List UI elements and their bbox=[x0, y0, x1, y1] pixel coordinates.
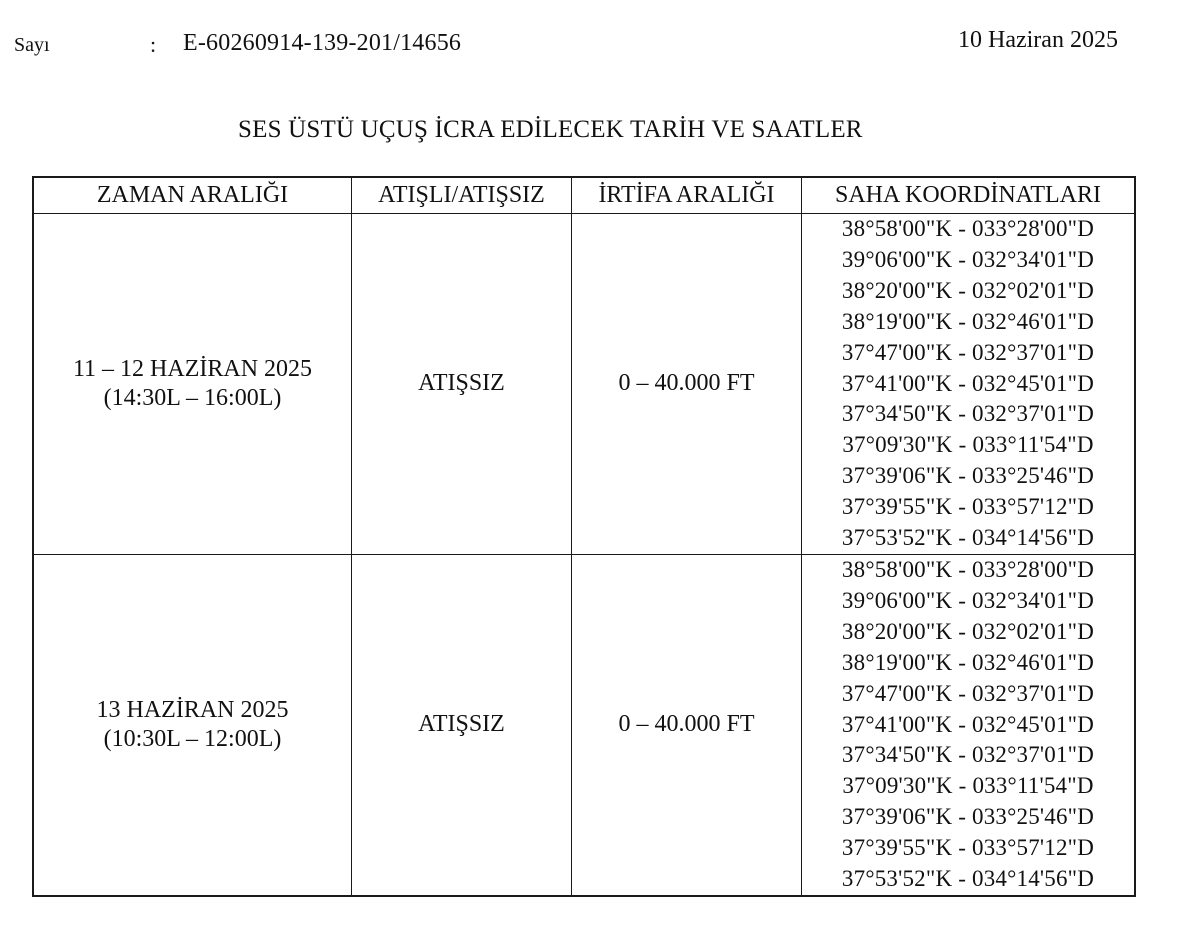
coordinate-line: 37°34'50"K - 032°37'01"D bbox=[841, 742, 1095, 768]
coordinate-line: 38°19'00"K - 032°46'01"D bbox=[841, 649, 1095, 675]
coordinate-line: 37°09'30"K - 033°11'54"D bbox=[842, 773, 1094, 799]
coordinate-line: 37°53'52"K - 034°14'56"D bbox=[841, 525, 1095, 551]
time-range-cell bbox=[33, 554, 352, 895]
document-title: SES ÜSTÜ UÇUŞ İCRA EDİLECEK TARİH VE SAATLER bbox=[238, 116, 863, 143]
coordinate-line: 38°19'00"K - 032°46'01"D bbox=[841, 308, 1095, 334]
time-range-cell bbox=[33, 214, 352, 555]
altitude-cell: 0 – 40.000 FT bbox=[572, 554, 802, 895]
coordinate-line: 38°20'00"K - 032°02'01"D bbox=[841, 277, 1095, 303]
document-date: 10 Haziran 2025 bbox=[958, 27, 1118, 53]
hour-range-text: (10:30L – 12:00L) bbox=[103, 725, 282, 752]
coordinate-line: 37°34'50"K - 032°37'01"D bbox=[841, 401, 1095, 427]
coordinates-cell bbox=[802, 554, 1136, 895]
coordinate-line: 37°09'30"K - 033°11'54"D bbox=[842, 432, 1094, 458]
coordinate-line: 39°06'00"K - 032°34'01"D bbox=[841, 246, 1095, 272]
coordinate-line: 37°39'06"K - 033°25'46"D bbox=[841, 804, 1095, 830]
coordinate-line: 37°39'55"K - 033°57'12"D bbox=[841, 494, 1095, 520]
table-header-row bbox=[33, 177, 1135, 214]
coordinate-line: 38°58'00"K - 033°28'00"D bbox=[841, 556, 1095, 582]
reference-label: Sayı bbox=[14, 34, 50, 56]
coordinate-line: 38°20'00"K - 032°02'01"D bbox=[841, 618, 1095, 644]
column-header-firing: ATIŞLI/ATIŞSIZ bbox=[352, 177, 572, 214]
coordinate-line: 37°47'00"K - 032°37'01"D bbox=[841, 339, 1095, 365]
coordinate-line: 37°53'52"K - 034°14'56"D bbox=[841, 866, 1095, 892]
coordinate-line: 37°41'00"K - 032°45'01"D bbox=[841, 370, 1095, 396]
coordinate-line: 37°41'00"K - 032°45'01"D bbox=[841, 711, 1095, 737]
firing-cell: ATIŞSIZ bbox=[352, 554, 572, 895]
date-range-text: 11 – 12 HAZİRAN 2025 bbox=[72, 355, 313, 382]
reference-number: E-60260914-139-201/14656 bbox=[183, 30, 462, 56]
column-header-time-range: ZAMAN ARALIĞI bbox=[33, 177, 352, 214]
firing-cell: ATIŞSIZ bbox=[352, 214, 572, 555]
coordinate-line: 39°06'00"K - 032°34'01"D bbox=[841, 587, 1095, 613]
coordinate-line: 37°47'00"K - 032°37'01"D bbox=[841, 680, 1095, 706]
schedule-table bbox=[32, 176, 1136, 897]
hour-range-text: (14:30L – 16:00L) bbox=[103, 384, 282, 411]
altitude-cell: 0 – 40.000 FT bbox=[572, 214, 802, 555]
schedule-table-container bbox=[32, 176, 1136, 897]
date-range-text: 13 HAZİRAN 2025 bbox=[96, 696, 289, 723]
coordinate-line: 37°39'55"K - 033°57'12"D bbox=[841, 835, 1095, 861]
coordinate-line: 38°58'00"K - 033°28'00"D bbox=[841, 216, 1095, 241]
coordinate-line: 37°39'06"K - 033°25'46"D bbox=[841, 463, 1095, 489]
reference-colon: : bbox=[150, 32, 157, 57]
coordinates-cell bbox=[802, 214, 1136, 555]
column-header-altitude: İRTİFA ARALIĞI bbox=[572, 177, 802, 214]
column-header-coordinates: SAHA KOORDİNATLARI bbox=[802, 177, 1136, 214]
table-row bbox=[33, 554, 1135, 895]
table-row bbox=[33, 214, 1135, 555]
